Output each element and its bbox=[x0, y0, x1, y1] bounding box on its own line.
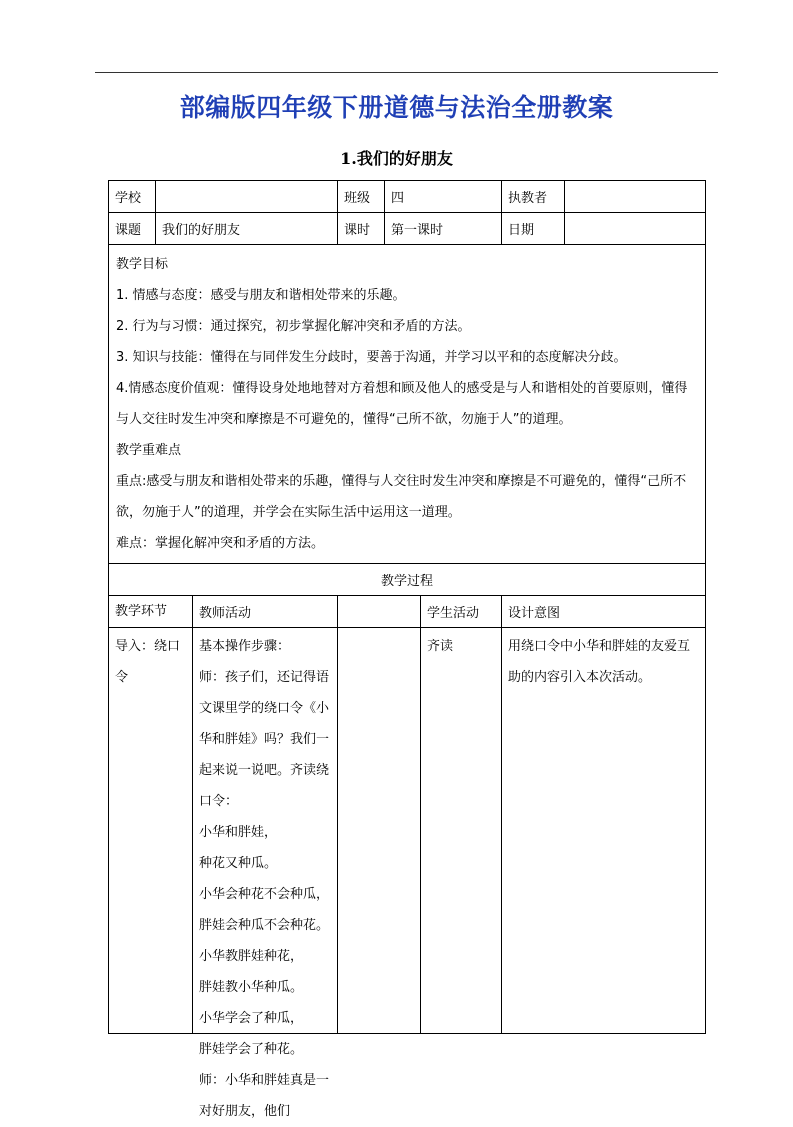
teacher-line: 胖娃学会了种花。 bbox=[199, 1042, 304, 1057]
teacher-line: 小华教胖娃种花， bbox=[199, 949, 304, 964]
teacher-line: 师：小华和胖娃真是一对好朋友，他们 bbox=[199, 1073, 330, 1119]
teacher-line: 小华和胖娃， bbox=[199, 825, 278, 840]
info-row-1 bbox=[109, 181, 706, 213]
process-title: 教学过程 bbox=[109, 564, 706, 596]
teacher-line: 胖娃会种瓜不会种花。 bbox=[199, 918, 330, 933]
header-intent: 设计意图 bbox=[502, 596, 706, 628]
process-header-row bbox=[109, 596, 706, 628]
teacher-line: 种花又种瓜。 bbox=[199, 856, 278, 871]
process-content-row bbox=[109, 628, 706, 1034]
difficult-point: 难点：掌握化解冲突和矛盾的方法。 bbox=[116, 536, 325, 551]
topic-value: 我们的好朋友 bbox=[156, 213, 338, 245]
teacher-line: 基本操作步骤： bbox=[199, 639, 291, 654]
lesson-plan-table bbox=[108, 180, 706, 1119]
class-label: 班级 bbox=[338, 181, 385, 213]
header-student: 学生活动 bbox=[427, 606, 480, 621]
teacher-line: 小华会种花不会种瓜， bbox=[199, 887, 330, 902]
document-title: 部编版四年级下册道德与法治全册教案 bbox=[179, 93, 614, 122]
header-teacher: 教师活动 bbox=[199, 606, 252, 621]
objectives-row bbox=[109, 245, 706, 564]
teacher-value bbox=[565, 181, 706, 213]
period-value: 第一课时 bbox=[385, 213, 502, 245]
teacher-line: 师：孩子们，还记得语文课里学的绕口令《小华和胖娃》吗？我们一起来说一说吧。齐读绕口令： bbox=[199, 670, 330, 809]
design-intent: 用绕口令中小华和胖娃的友爱互助的内容引入本次活动。 bbox=[502, 628, 706, 1034]
teacher-label: 执教者 bbox=[502, 181, 565, 213]
teacher-line: 小华学会了种瓜， bbox=[199, 1011, 304, 1026]
process-title-row bbox=[109, 564, 706, 596]
class-value: 四 bbox=[385, 181, 502, 213]
key-points-heading: 教学重难点 bbox=[116, 443, 182, 458]
teacher-line: 胖娃教小华种瓜。 bbox=[199, 980, 304, 995]
objectives-cell bbox=[109, 245, 706, 564]
lesson-title: 1.我们的好朋友 bbox=[340, 149, 453, 168]
teacher-activity bbox=[193, 628, 337, 1119]
date-value bbox=[565, 213, 706, 245]
objective-item: 1. 情感与态度：感受与朋友和谐相处带来的乐趣。 bbox=[116, 288, 406, 303]
objective-item: 4.情感态度价值观：懂得设身处地地替对方着想和顾及他人的感受是与人和谐相处的首要原则，懂得与人交往时发生冲突和摩擦是不可避免的，懂得“己所不欲，勿施于人”的道理。 bbox=[116, 381, 688, 427]
school-value bbox=[156, 181, 338, 213]
info-row-2 bbox=[109, 213, 706, 245]
school-label: 学校 bbox=[109, 181, 156, 213]
header-stage: 教学环节 bbox=[109, 596, 193, 627]
topic-label: 课题 bbox=[109, 213, 156, 245]
objective-item: 2. 行为与习惯：通过探究，初步掌握化解冲突和矛盾的方法。 bbox=[116, 319, 471, 334]
period-label: 课时 bbox=[338, 213, 385, 245]
objectives-heading: 教学目标 bbox=[116, 257, 169, 272]
student-activity: 齐读 bbox=[427, 639, 454, 654]
date-label: 日期 bbox=[502, 213, 565, 245]
stage-cell: 导入：绕口令 bbox=[109, 628, 193, 1033]
key-point: 重点:感受与朋友和谐相处带来的乐趣，懂得与人交往时发生冲突和摩擦是不可避免的，懂得“己所不欲，勿施于人”的道理，并学会在实际生活中运用这一道理。 bbox=[116, 474, 687, 520]
header-rule bbox=[95, 72, 718, 73]
objective-item: 3. 知识与技能：懂得在与同伴发生分歧时，要善于沟通，并学习以平和的态度解决分歧。 bbox=[116, 350, 627, 365]
